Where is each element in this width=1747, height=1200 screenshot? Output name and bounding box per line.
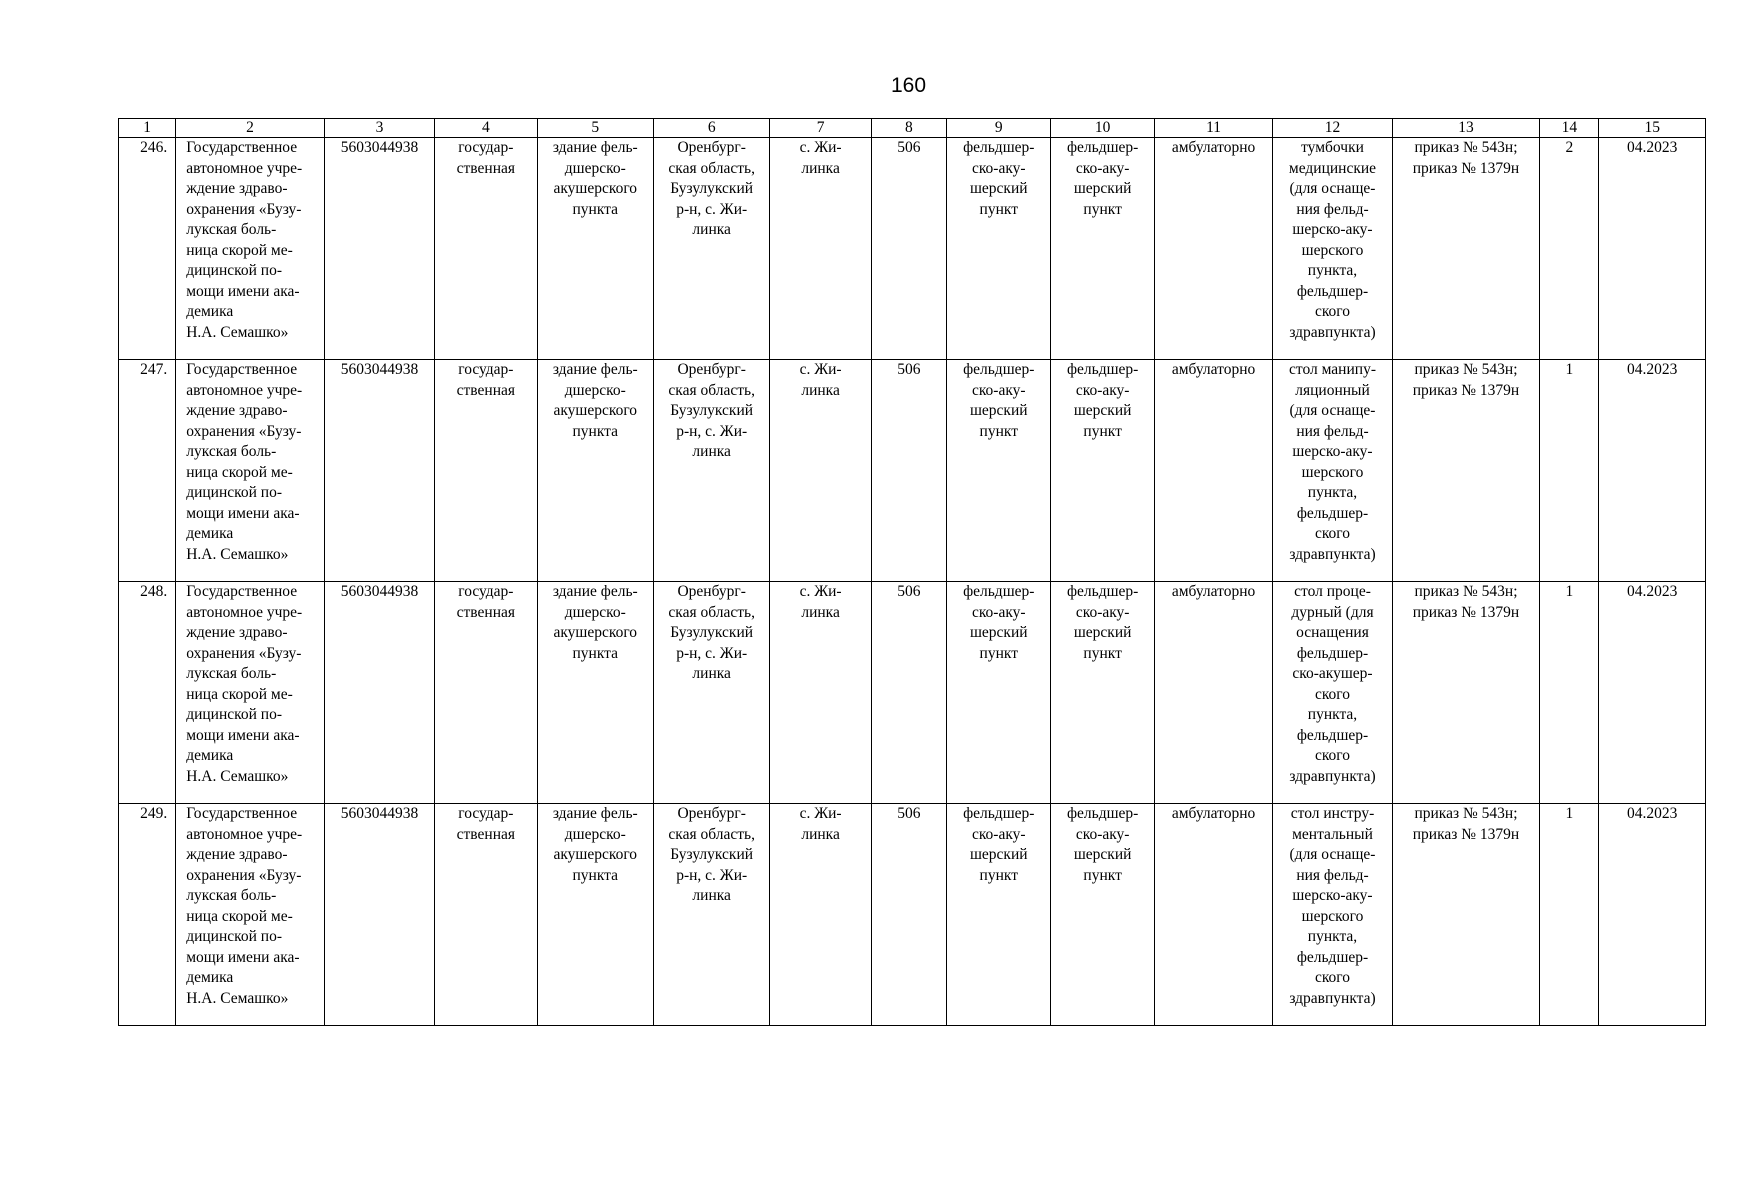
column-number: 11 <box>1154 119 1272 138</box>
organization-name: Государственное автономное учре- ждение здраво- охранения «Бузу- лукская боль- ница скорой ме- дицинской по- мощи имени ака- демика Н.А. Семашко» <box>176 582 325 804</box>
quantity: 2 <box>1540 138 1599 360</box>
care-form: амбулаторно <box>1154 360 1272 582</box>
unit-name: фельдшер- ско-аку- шерский пункт <box>1051 360 1154 582</box>
care-form: амбулаторно <box>1154 804 1272 1026</box>
code: 506 <box>871 804 946 1026</box>
code: 506 <box>871 360 946 582</box>
column-number: 2 <box>176 119 325 138</box>
organization-name: Государственное автономное учре- ждение здраво- охранения «Бузу- лукская боль- ница скорой ме- дицинской по- мощи имени ака- демика Н.А. Семашко» <box>176 360 325 582</box>
address: Оренбург- ская область, Бузулукский р-н, с. Жи- линка <box>653 138 769 360</box>
ownership-form: государ- ственная <box>435 138 537 360</box>
orders: приказ № 543н; приказ № 1379н <box>1392 360 1540 582</box>
unit-type: фельдшер- ско-аку- шерский пункт <box>947 804 1051 1026</box>
row-number: 248. <box>119 582 176 804</box>
equipment: стол манипу- ляционный (для оснаще- ния фельд- шерско-аку- шерского пункта, фельдшер- ского здравпункта) <box>1273 360 1392 582</box>
equipment: стол инстру- ментальный (для оснаще- ния фельд- шерско-аку- шерского пункта, фельдшер- ского здравпункта) <box>1273 804 1392 1026</box>
column-number: 13 <box>1392 119 1540 138</box>
registry-table <box>118 118 1706 1026</box>
unit-name: фельдшер- ско-аку- шерский пункт <box>1051 138 1154 360</box>
date: 04.2023 <box>1599 582 1706 804</box>
quantity: 1 <box>1540 804 1599 1026</box>
column-number: 6 <box>653 119 769 138</box>
ownership-form: государ- ственная <box>435 804 537 1026</box>
orders: приказ № 543н; приказ № 1379н <box>1392 804 1540 1026</box>
table-row <box>119 360 1706 582</box>
organization-name: Государственное автономное учре- ждение здраво- охранения «Бузу- лукская боль- ница скорой ме- дицинской по- мощи имени ака- демика Н.А. Семашко» <box>176 804 325 1026</box>
building: здание фель- дшерско- акушерского пункта <box>537 804 653 1026</box>
address: Оренбург- ская область, Бузулукский р-н, с. Жи- линка <box>653 804 769 1026</box>
address: Оренбург- ская область, Бузулукский р-н, с. Жи- линка <box>653 582 769 804</box>
building: здание фель- дшерско- акушерского пункта <box>537 360 653 582</box>
unit-type: фельдшер- ско-аку- шерский пункт <box>947 138 1051 360</box>
code: 506 <box>871 138 946 360</box>
row-number: 247. <box>119 360 176 582</box>
organization-name: Государственное автономное учре- ждение здраво- охранения «Бузу- лукская боль- ница скорой ме- дицинской по- мощи имени ака- демика Н.А. Семашко» <box>176 138 325 360</box>
column-number: 9 <box>947 119 1051 138</box>
date: 04.2023 <box>1599 360 1706 582</box>
row-number: 246. <box>119 138 176 360</box>
unit-type: фельдшер- ско-аку- шерский пункт <box>947 360 1051 582</box>
page-number: 160 <box>890 74 927 97</box>
equipment: тумбочки медицинские (для оснаще- ния фельд- шерско-аку- шерского пункта, фельдшер- ского здравпункта) <box>1273 138 1392 360</box>
locality: с. Жи- линка <box>770 582 871 804</box>
inn: 5603044938 <box>324 138 434 360</box>
locality: с. Жи- линка <box>770 360 871 582</box>
table-row <box>119 138 1706 360</box>
orders: приказ № 543н; приказ № 1379н <box>1392 582 1540 804</box>
unit-type: фельдшер- ско-аку- шерский пункт <box>947 582 1051 804</box>
table-row <box>119 582 1706 804</box>
column-number: 14 <box>1540 119 1599 138</box>
column-number: 8 <box>871 119 946 138</box>
address: Оренбург- ская область, Бузулукский р-н, с. Жи- линка <box>653 360 769 582</box>
ownership-form: государ- ственная <box>435 360 537 582</box>
column-number: 10 <box>1051 119 1154 138</box>
date: 04.2023 <box>1599 804 1706 1026</box>
locality: с. Жи- линка <box>770 138 871 360</box>
row-number: 249. <box>119 804 176 1026</box>
column-number: 15 <box>1599 119 1706 138</box>
quantity: 1 <box>1540 582 1599 804</box>
column-number: 4 <box>435 119 537 138</box>
building: здание фель- дшерско- акушерского пункта <box>537 138 653 360</box>
locality: с. Жи- линка <box>770 804 871 1026</box>
care-form: амбулаторно <box>1154 582 1272 804</box>
column-number: 1 <box>119 119 176 138</box>
equipment: стол проце- дурный (для оснащения фельдшер- ско-акушер- ского пункта, фельдшер- ского здравпункта) <box>1273 582 1392 804</box>
column-number: 7 <box>770 119 871 138</box>
unit-name: фельдшер- ско-аку- шерский пункт <box>1051 804 1154 1026</box>
inn: 5603044938 <box>324 804 434 1026</box>
care-form: амбулаторно <box>1154 138 1272 360</box>
ownership-form: государ- ственная <box>435 582 537 804</box>
quantity: 1 <box>1540 360 1599 582</box>
building: здание фель- дшерско- акушерского пункта <box>537 582 653 804</box>
column-number: 5 <box>537 119 653 138</box>
orders: приказ № 543н; приказ № 1379н <box>1392 138 1540 360</box>
table-row <box>119 804 1706 1026</box>
unit-name: фельдшер- ско-аку- шерский пункт <box>1051 582 1154 804</box>
inn: 5603044938 <box>324 582 434 804</box>
column-number: 12 <box>1273 119 1392 138</box>
date: 04.2023 <box>1599 138 1706 360</box>
column-number-row <box>119 119 1706 138</box>
column-number: 3 <box>324 119 434 138</box>
inn: 5603044938 <box>324 360 434 582</box>
code: 506 <box>871 582 946 804</box>
